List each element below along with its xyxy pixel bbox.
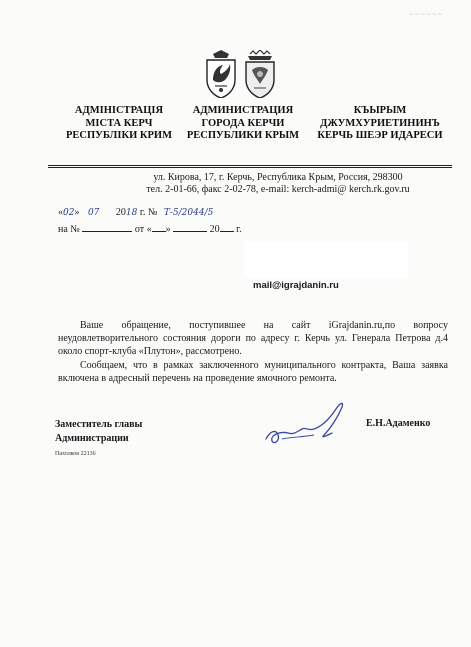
kerch-coat-of-arms-icon — [242, 50, 278, 98]
incoming-day-blank — [152, 222, 166, 232]
incoming-number-blank — [82, 222, 132, 232]
handwritten-number: Т-5/2044/5 — [163, 208, 214, 218]
handwritten-signature — [258, 395, 358, 455]
executor-note: Пахолков 22136 — [55, 451, 96, 457]
header-divider-top — [48, 165, 452, 166]
incoming-mid: » — [165, 224, 171, 235]
signer-title — [55, 418, 142, 446]
header-ua-line: АДМІНІСТРАЦІЯ — [74, 105, 164, 116]
incoming-prefix: на № — [58, 224, 80, 235]
header-ct-line: КЪЫРЫМ — [353, 105, 407, 116]
signer-title-line-2: Администрации — [55, 433, 129, 444]
handwritten-month: 07 — [87, 208, 100, 218]
header-russian — [172, 105, 314, 143]
incoming-year: 20 — [209, 224, 220, 235]
redacted-recipient — [244, 241, 408, 277]
incoming-month-blank — [173, 222, 207, 232]
outgoing-reference: «02» 07 2018 г. № Т-5/2044/5 — [58, 207, 214, 218]
header-ukrainian — [48, 105, 190, 143]
year-prefix: 20 — [115, 207, 126, 218]
handwritten-day: 02 — [63, 208, 75, 218]
incoming-from: от « — [134, 224, 152, 235]
header-ru-line: ГОРОДА КЕРЧИ — [201, 117, 285, 129]
incoming-end: г. — [236, 224, 242, 235]
handwritten-year: 18 — [125, 208, 138, 218]
header-ua-line: РЕСПУБЛІКИ КРИМ — [66, 130, 172, 141]
header-ct-line: КЕРЧЬ ШЕЭР ИДАРЕСИ — [317, 130, 443, 141]
recipient-email: mail@igrajdanin.ru — [253, 280, 339, 291]
incoming-reference — [58, 222, 242, 235]
incoming-year-blank — [220, 222, 234, 232]
header-ru-line: АДМИНИСТРАЦИЯ — [192, 105, 294, 116]
header-ct-line: ДЖУМХУРИЕТИНИНЪ — [320, 117, 440, 129]
signer-name: Е.Н.Адаменко — [366, 418, 431, 429]
header-ua-line: МІСТА КЕРЧ — [85, 117, 153, 129]
header-ru-line: РЕСПУБЛИКИ КРЫМ — [186, 130, 300, 141]
date-open-quote: « — [58, 207, 63, 218]
corner-stamp-faint: ~~~~~~ — [408, 10, 443, 19]
letter-body — [58, 319, 448, 385]
body-paragraph-2: Сообщаем, что в рамках заключенного муниципального контракта, Ваша заявка включена в адресный перечень на проведение ямочного ремонта. — [58, 359, 448, 384]
year-end: г. № — [139, 207, 158, 218]
header-crimean-tatar — [300, 105, 460, 143]
signer-title-line-1: Заместитель главы — [55, 419, 143, 430]
address-line-1: ул. Кирова, 17, г. Керчь, Республика Крым, Россия, 298300 — [153, 172, 403, 183]
body-paragraph-1: Ваше обращение, поступившее на сайт iGrajdanin.ru,по вопросу неудовлетворительного состояния дороги по адресу г. Керчь ул. Генерала Петрова д.4 около спорт-клуба «Плутон», рассмотрено. — [58, 320, 448, 358]
address-line-2: тел. 2-01-66, факс 2-02-78, e-mail: kerch-admi@ kerch.rk.gov.ru — [146, 184, 410, 195]
crimea-coat-of-arms-icon — [203, 50, 239, 98]
header-divider-bottom — [48, 167, 452, 168]
